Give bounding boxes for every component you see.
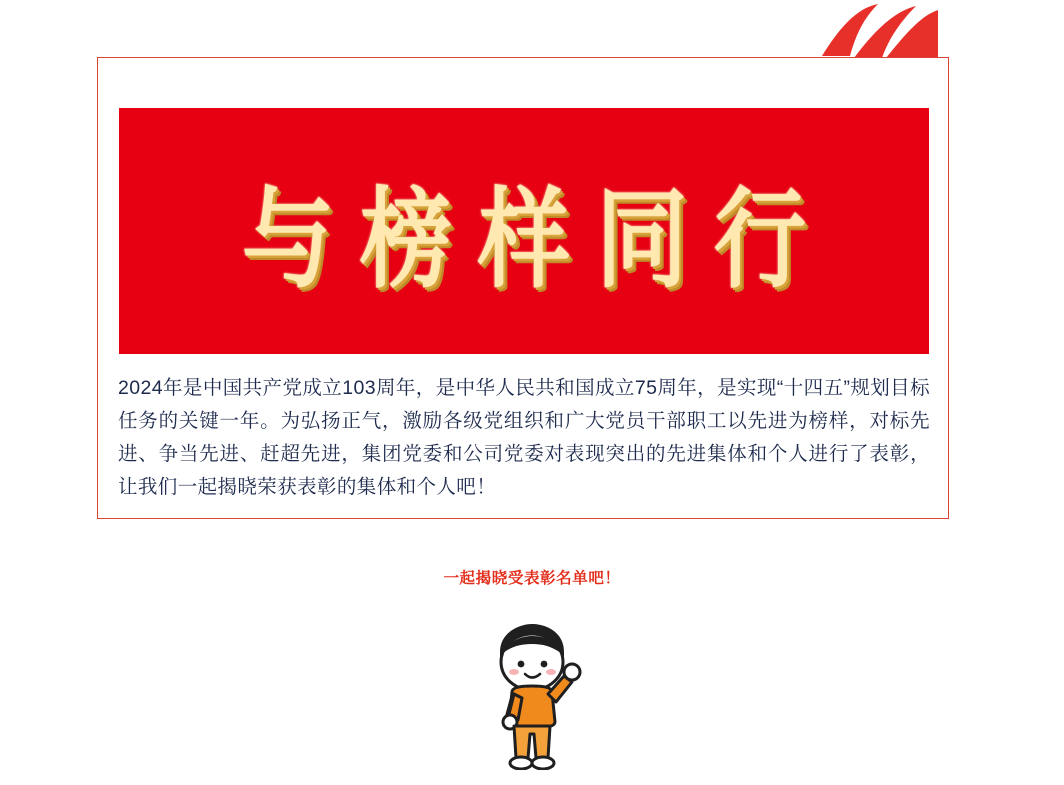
subhead-text: 一起揭晓受表彰名单吧！	[443, 570, 621, 587]
intro-paragraph: 2024年是中国共产党成立103周年，是中华人民共和国成立75周年，是实现“十四五”规划目标任务的关键一年。为弘扬正气，激励各级党组织和广大党员干部职工以先进为榜样，对标先进、争当先进、赶超先进，集团党委和公司党委对表现突出的先进集体和个人进行了表彰，让我们一起揭晓荣获表彰的集体和个人吧！	[118, 377, 930, 498]
banner-title: 与榜样同行	[241, 175, 832, 303]
red-ribbon-bird-mark	[820, 0, 940, 62]
waving-boy-illustration	[462, 618, 602, 770]
title-banner	[119, 108, 929, 354]
